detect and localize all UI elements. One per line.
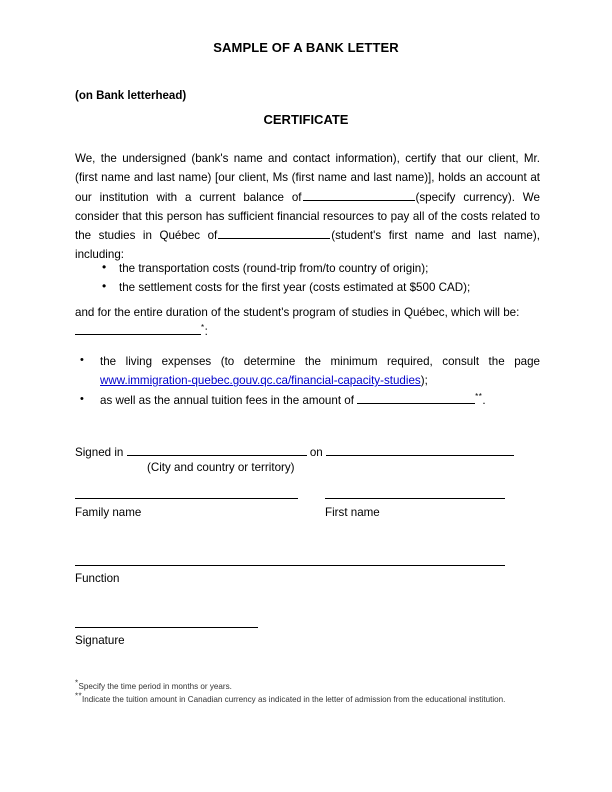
date-blank-field[interactable] <box>326 444 514 456</box>
tuition-blank-field[interactable] <box>357 392 475 404</box>
list-item-label: as well as the annual tuition fees in the amount of <box>100 393 354 407</box>
city-blank-field[interactable] <box>127 444 307 456</box>
list-item-label: the transportation costs (round-trip from/to country of origin); <box>119 262 429 275</box>
body-line-5-prefix: the costs related to the studies in Québec of <box>75 209 540 243</box>
footnote-1 <box>75 678 525 694</box>
list-item-label: the settlement costs for the first year (costs estimated at $500 CAD); <box>119 281 471 295</box>
list-item <box>102 259 522 278</box>
immigration-quebec-link[interactable]: www.immigration-quebec.gouv.qc.ca/financial-capacity-studies <box>100 374 421 388</box>
list-item <box>102 278 522 297</box>
footnote-1-marker: * <box>75 678 79 688</box>
family-name-rule <box>75 498 298 499</box>
bullet-icon: • <box>80 354 84 366</box>
certificate-body-paragraph <box>75 149 540 265</box>
letterhead-note: (on Bank letterhead) <box>75 90 187 102</box>
list-item <box>80 352 540 391</box>
list-item-label: the living expenses (to determine the minimum required, consult the page <box>100 355 540 368</box>
list-item <box>80 391 540 410</box>
function-rule <box>75 565 505 566</box>
bullet-icon: • <box>102 260 107 274</box>
city-caption: (City and country or territory) <box>147 461 295 474</box>
footnote-2-marker: ** <box>75 690 83 700</box>
footnote-2-text: Indicate the tuition amount in Canadian currency as indicated in the letter of admission from the educational institution. <box>82 694 506 704</box>
bullet-icon: • <box>80 392 84 405</box>
body-line-6: name and last name), including: <box>75 229 540 262</box>
first-name-label: First name <box>325 506 380 519</box>
duration-blank-field[interactable] <box>75 323 201 335</box>
family-name-label: Family name <box>75 506 142 519</box>
footnote-2 <box>75 690 525 707</box>
duration-text: and for the entire duration of the student's program of studies in Québec, which will be: <box>75 306 520 319</box>
on-label: on <box>309 446 323 459</box>
body-line-2: (first name and last name) [our client, Ms (first name and last name)], holds an <box>75 171 483 185</box>
first-name-rule <box>325 498 505 499</box>
footnote-marker-2: ** <box>475 391 483 401</box>
footnote-marker-1: * <box>201 323 205 333</box>
expenses-list <box>80 352 540 410</box>
signature-label: Signature <box>75 634 125 647</box>
costs-list <box>102 259 522 298</box>
signed-in-label: Signed in <box>75 446 124 459</box>
signature-rule <box>75 627 258 628</box>
balance-blank-field[interactable] <box>303 189 415 201</box>
body-line-1: We, the undersigned (bank's name and contact information), certify that our client, Mr. <box>75 152 540 165</box>
bullet-icon: • <box>102 279 107 294</box>
certificate-heading: CERTIFICATE <box>263 112 349 127</box>
list-item-suffix: . <box>482 393 486 407</box>
document-title: SAMPLE OF A BANK LETTER <box>213 40 399 55</box>
body-line-3-prefix: account at our institution with a current balance of <box>75 171 540 204</box>
signed-in-row <box>75 444 514 461</box>
body-line-5-suffix: (student's first <box>331 229 408 243</box>
body-line-4: currency). We consider that this person has sufficient financial resources to pay all of <box>75 190 540 223</box>
function-label: Function <box>75 572 120 585</box>
student-name-blank-field[interactable] <box>218 227 330 239</box>
duration-paragraph <box>75 303 540 342</box>
duration-colon: : <box>204 325 208 339</box>
body-line-3-suffix: (specify <box>415 190 456 204</box>
footnotes-block <box>75 678 525 706</box>
footnote-1-text: Specify the time period in months or years. <box>78 682 232 691</box>
list-item-suffix: ); <box>420 374 428 388</box>
